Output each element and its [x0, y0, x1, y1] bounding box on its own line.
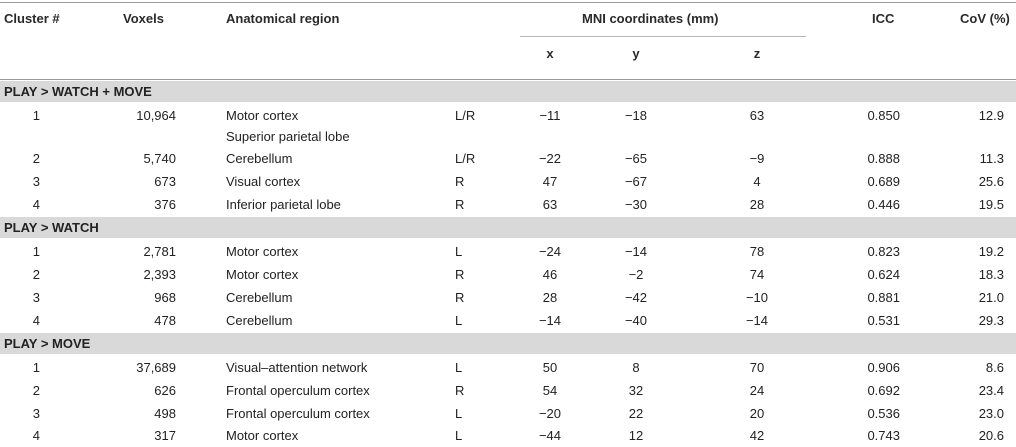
table-row — [0, 104, 1016, 148]
x-cell: −20 — [538, 406, 562, 421]
z-cell: 74 — [749, 267, 765, 282]
region-cell: Motor cortex — [226, 244, 299, 259]
voxels-cell: 376 — [154, 197, 176, 212]
x-cell: 50 — [542, 360, 558, 375]
voxels-cell: 673 — [154, 174, 176, 189]
region-cell: Frontal operculum cortex — [226, 383, 370, 398]
x-cell: 47 — [542, 174, 558, 189]
cluster-cell: 3 — [32, 290, 40, 305]
cluster-cell: 4 — [32, 197, 40, 212]
voxels-cell: 5,740 — [143, 151, 176, 166]
cov-cell: 19.2 — [978, 244, 1004, 259]
section-header — [0, 217, 1016, 238]
z-cell: −14 — [745, 313, 769, 328]
voxels-cell: 626 — [154, 383, 176, 398]
icc-cell: 0.689 — [867, 174, 900, 189]
cluster-cell: 2 — [32, 151, 40, 166]
cluster-cell: 3 — [32, 406, 40, 421]
region-cell: Frontal operculum cortex — [226, 406, 370, 421]
icc-cell: 0.536 — [867, 406, 900, 421]
icc-cell: 0.881 — [867, 290, 900, 305]
side-cell: L/R — [455, 108, 476, 123]
x-cell: 63 — [542, 197, 558, 212]
icc-cell: 0.446 — [867, 197, 900, 212]
z-cell: −10 — [745, 290, 769, 305]
region-cell: Motor cortex — [226, 108, 299, 123]
z-cell: 42 — [749, 428, 765, 443]
cov-cell: 11.3 — [979, 151, 1004, 166]
section-header — [0, 333, 1016, 354]
side-cell: L — [455, 244, 463, 259]
z-cell: 78 — [749, 244, 765, 259]
table-row — [0, 170, 1016, 193]
table-row — [0, 286, 1016, 309]
region-cell: Cerebellum — [226, 313, 293, 328]
z-cell: −9 — [749, 151, 765, 166]
z-cell: 28 — [749, 197, 765, 212]
table-row — [0, 402, 1016, 425]
voxels-cell: 968 — [154, 290, 176, 305]
voxels-cell: 498 — [154, 406, 176, 421]
table-row — [0, 356, 1016, 379]
top-rule — [0, 2, 1016, 3]
table-row — [0, 240, 1016, 263]
header-cluster: Cluster # — [4, 11, 60, 26]
section-title: PLAY > MOVE — [4, 336, 91, 351]
header-cov: CoV (%) — [960, 11, 1010, 26]
header-mni: MNI coordinates (mm) — [582, 11, 719, 26]
side-cell: L — [455, 428, 463, 443]
voxels-cell: 37,689 — [136, 360, 176, 375]
header-voxels: Voxels — [123, 11, 164, 26]
y-cell: 22 — [628, 406, 644, 421]
region-cell: Inferior parietal lobe — [226, 197, 341, 212]
y-cell: −2 — [628, 267, 644, 282]
icc-cell: 0.692 — [867, 383, 900, 398]
cluster-cell: 2 — [32, 267, 40, 282]
voxels-cell: 10,964 — [136, 108, 176, 123]
y-cell: −30 — [624, 197, 648, 212]
icc-cell: 0.906 — [867, 360, 900, 375]
table-row — [0, 424, 1016, 447]
icc-cell: 0.531 — [867, 313, 900, 328]
x-cell: 54 — [542, 383, 558, 398]
side-cell: R — [455, 197, 465, 212]
region-cell: Motor cortex — [226, 267, 299, 282]
cluster-cell: 1 — [32, 244, 40, 259]
y-cell: −65 — [624, 151, 648, 166]
side-cell: R — [455, 383, 465, 398]
region-cell: Visual–attention network — [226, 360, 368, 375]
mni-subrule — [520, 36, 806, 37]
y-cell: 32 — [628, 383, 644, 398]
side-cell: R — [455, 267, 465, 282]
header-region: Anatomical region — [226, 11, 340, 26]
cluster-cell: 2 — [32, 383, 40, 398]
cluster-cell: 1 — [32, 360, 40, 375]
icc-cell: 0.743 — [867, 428, 900, 443]
y-cell: −42 — [624, 290, 648, 305]
section-title: PLAY > WATCH — [4, 220, 99, 235]
header-row-2 — [0, 42, 1016, 65]
table-row — [0, 379, 1016, 402]
icc-cell: 0.850 — [867, 108, 900, 123]
header-x: x — [546, 46, 554, 61]
x-cell: −11 — [539, 108, 561, 123]
y-cell: −67 — [624, 174, 648, 189]
cov-cell: 21.0 — [978, 290, 1004, 305]
region-cell: Cerebellum — [226, 151, 293, 166]
cluster-cell: 4 — [32, 428, 40, 443]
region-cell: Visual cortex — [226, 174, 301, 189]
x-cell: −22 — [538, 151, 562, 166]
section-header — [0, 81, 1016, 102]
y-cell: 8 — [632, 360, 640, 375]
side-cell: L/R — [455, 151, 476, 166]
region-cell-line2: Superior parietal lobe — [226, 129, 350, 144]
cov-cell: 19.5 — [978, 197, 1004, 212]
region-cell: Cerebellum — [226, 290, 293, 305]
cov-cell: 23.0 — [978, 406, 1004, 421]
cluster-cell: 3 — [32, 174, 40, 189]
header-z: z — [753, 46, 761, 61]
y-cell: −40 — [624, 313, 648, 328]
cov-cell: 29.3 — [978, 313, 1004, 328]
table-row — [0, 193, 1016, 216]
side-cell: L — [455, 360, 463, 375]
y-cell: −18 — [624, 108, 648, 123]
cluster-cell: 4 — [32, 313, 40, 328]
z-cell: 63 — [749, 108, 765, 123]
section-title: PLAY > WATCH + MOVE — [4, 84, 152, 99]
cov-cell: 12.9 — [978, 108, 1004, 123]
voxels-cell: 317 — [154, 428, 176, 443]
y-cell: −14 — [624, 244, 648, 259]
icc-cell: 0.823 — [867, 244, 900, 259]
side-cell: L — [455, 406, 463, 421]
side-cell: R — [455, 290, 465, 305]
header-row-1 — [0, 7, 1016, 30]
z-cell: 20 — [749, 406, 765, 421]
cov-cell: 8.6 — [985, 360, 1004, 375]
y-cell: 12 — [628, 428, 644, 443]
z-cell: 24 — [749, 383, 765, 398]
x-cell: 46 — [542, 267, 558, 282]
table-row — [0, 263, 1016, 286]
table-row — [0, 147, 1016, 170]
z-cell: 70 — [749, 360, 765, 375]
header-rule — [0, 79, 1016, 80]
cov-cell: 20.6 — [978, 428, 1004, 443]
icc-cell: 0.888 — [867, 151, 900, 166]
cov-cell: 25.6 — [978, 174, 1004, 189]
voxels-cell: 2,393 — [143, 267, 176, 282]
cov-cell: 23.4 — [978, 383, 1004, 398]
cluster-cell: 1 — [32, 108, 40, 123]
voxels-cell: 478 — [154, 313, 176, 328]
x-cell: −44 — [538, 428, 562, 443]
x-cell: −24 — [538, 244, 562, 259]
table-row — [0, 309, 1016, 332]
cov-cell: 18.3 — [978, 267, 1004, 282]
voxels-cell: 2,781 — [143, 244, 176, 259]
z-cell: 4 — [753, 174, 761, 189]
x-cell: 28 — [542, 290, 558, 305]
x-cell: −14 — [538, 313, 562, 328]
side-cell: R — [455, 174, 465, 189]
header-y: y — [632, 46, 640, 61]
header-icc: ICC — [872, 11, 895, 26]
side-cell: L — [455, 313, 463, 328]
region-cell: Motor cortex — [226, 428, 299, 443]
icc-cell: 0.624 — [867, 267, 900, 282]
